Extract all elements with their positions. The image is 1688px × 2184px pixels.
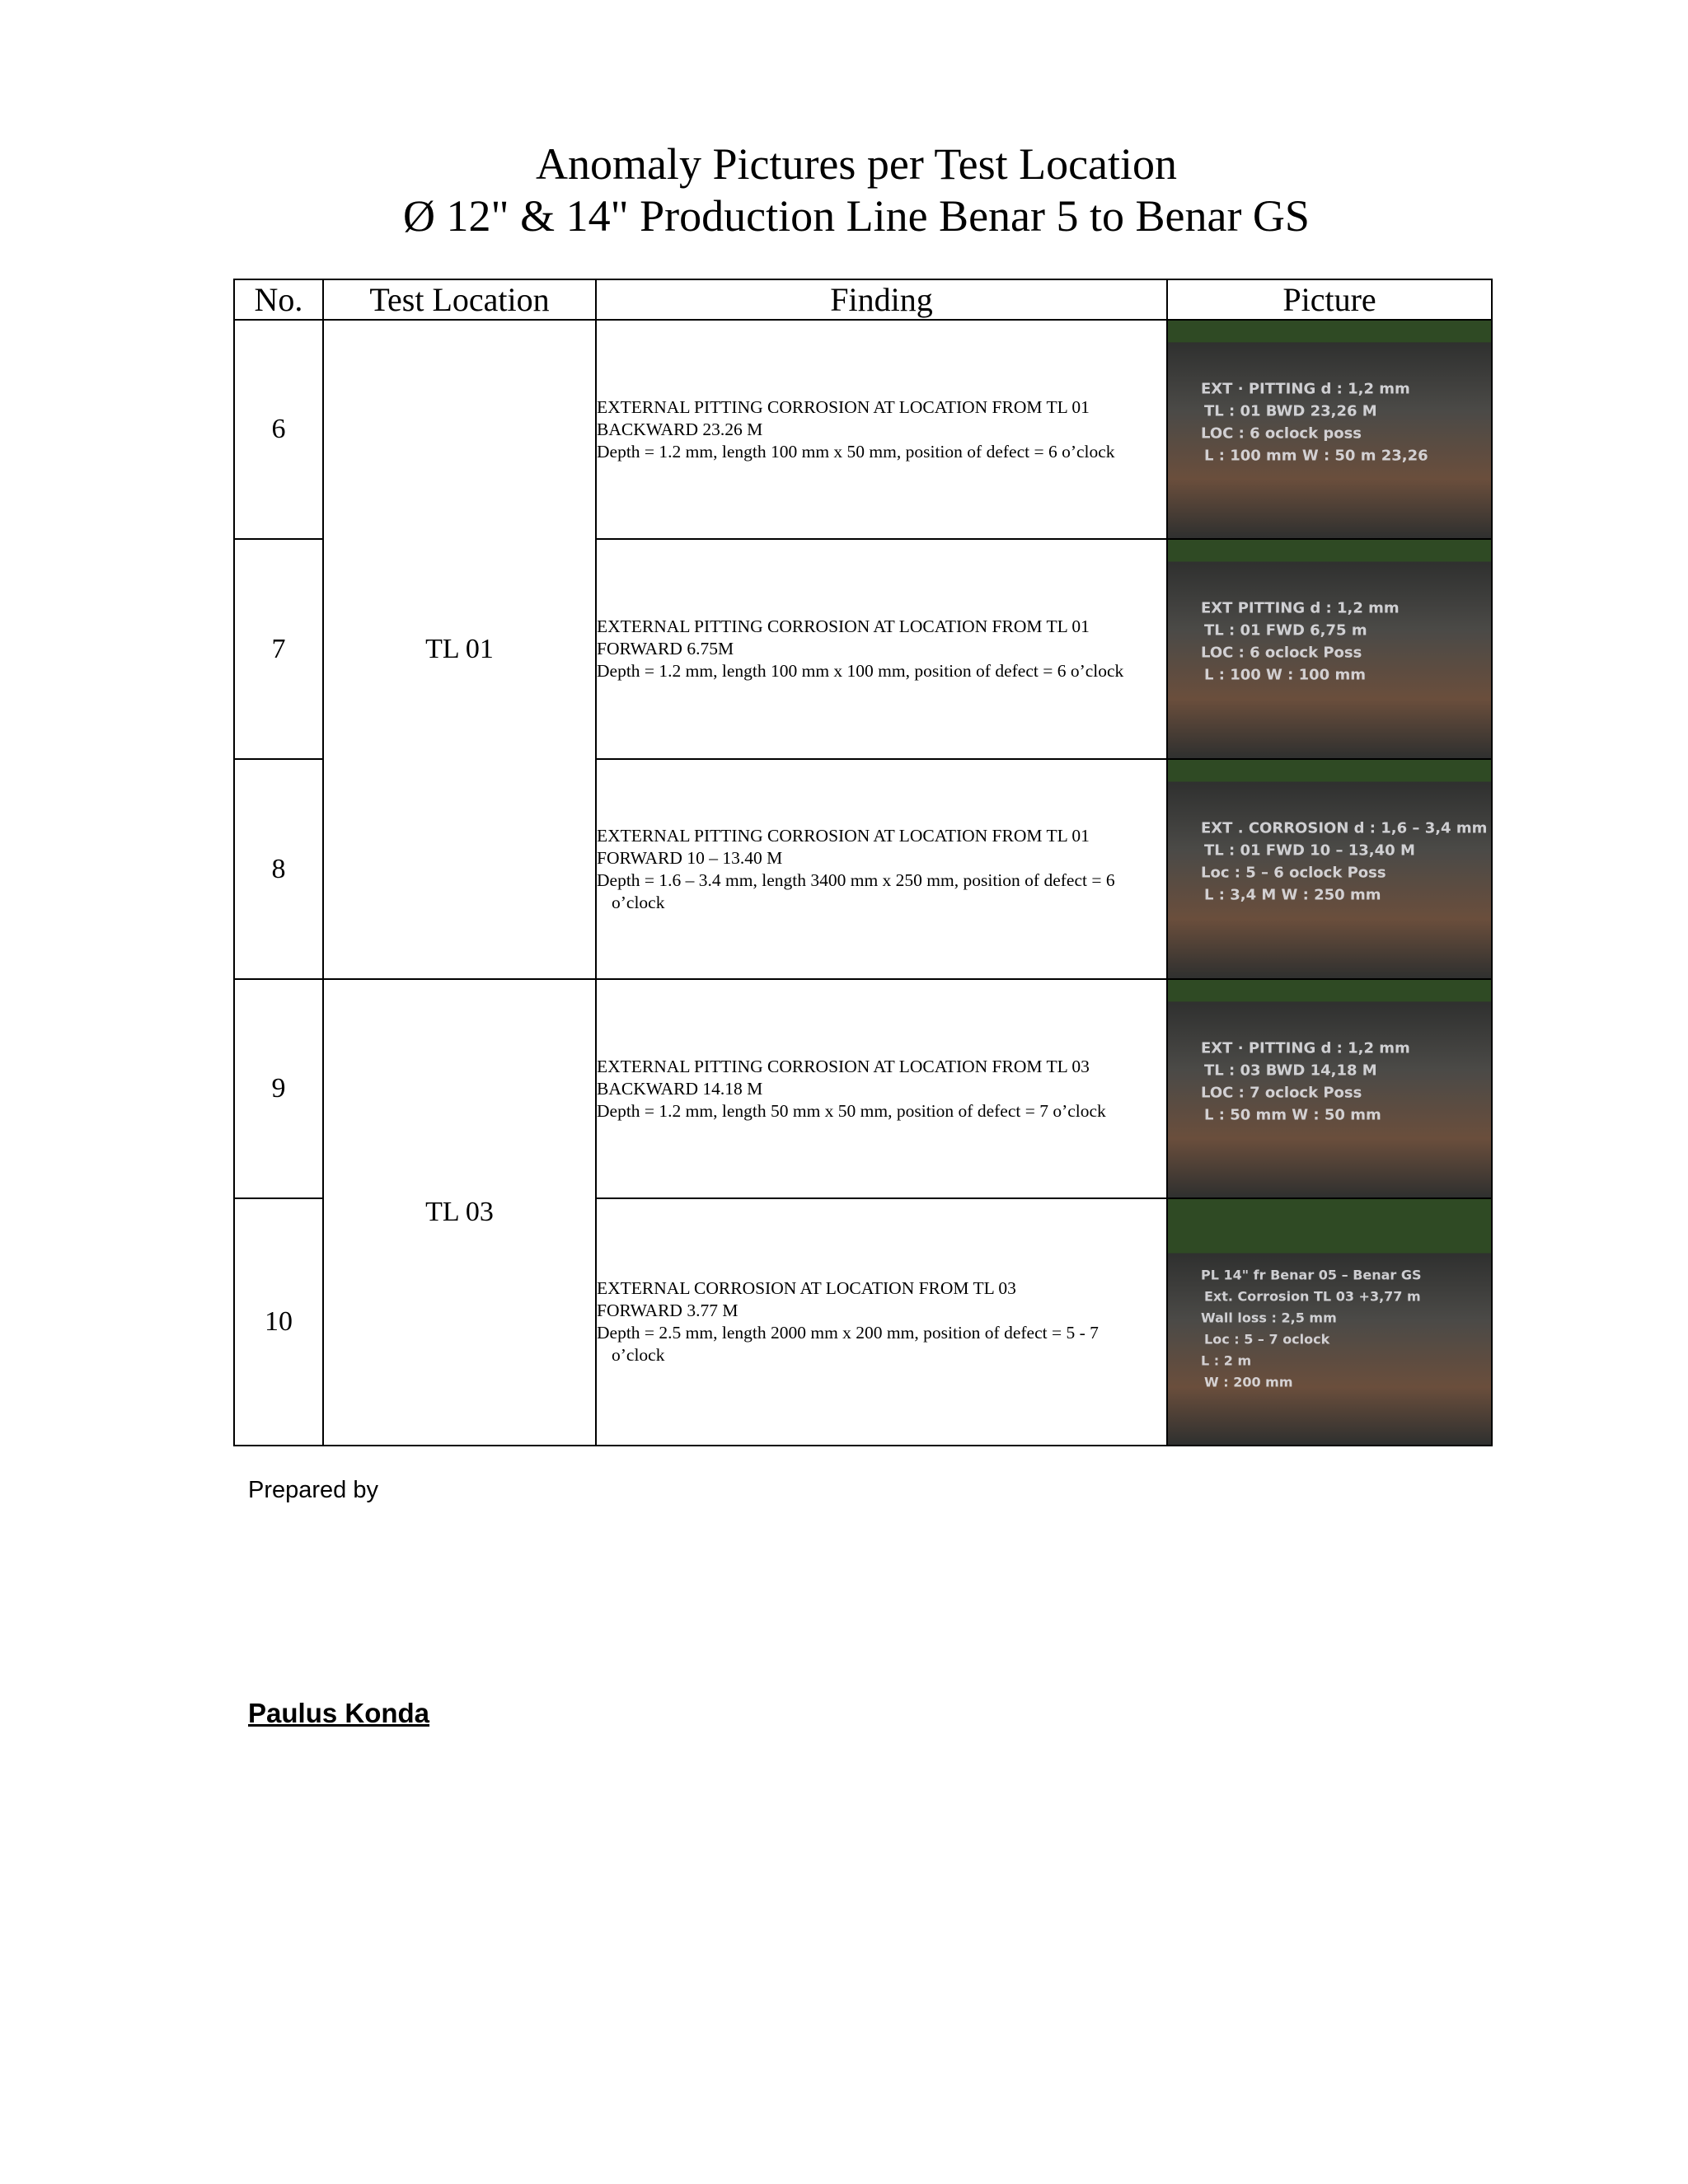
table-row [234, 320, 1492, 539]
chalk-annotation: TL : 01 BWD 23,26 M [1204, 402, 1377, 420]
finding-line: Depth = 1.2 mm, length 100 mm x 100 mm, position of defect = 6 o’clock [597, 661, 1124, 681]
finding-cell [596, 759, 1167, 979]
finding-line: BACKWARD 14.18 M [597, 1078, 763, 1099]
prepared-by-label: Prepared by [248, 1477, 378, 1503]
chalk-annotation: L : 100 mm W : 50 m 23,26 [1204, 447, 1428, 465]
picture-cell [1167, 320, 1492, 539]
finding-cell [596, 1198, 1167, 1446]
chalk-annotation: LOC : 7 oclock Poss [1201, 1084, 1362, 1102]
chalk-annotation: LOC : 6 oclock poss [1201, 424, 1362, 443]
chalk-annotation: TL : 01 FWD 6,75 m [1204, 621, 1367, 640]
pipe-photo-graphic [1168, 321, 1491, 538]
chalk-annotation: PL 14" fr Benar 05 – Benar GS [1201, 1267, 1422, 1283]
chalk-annotation: Wall loss : 2,5 mm [1201, 1310, 1337, 1326]
finding-line: BACKWARD 23.26 M [597, 419, 763, 439]
chalk-annotation: L : 2 m [1201, 1352, 1252, 1369]
finding-line: Depth = 1.2 mm, length 100 mm x 50 mm, position of defect = 6 o’clock [597, 441, 1115, 462]
document-title: Anomaly Pictures per Test Location [535, 139, 1178, 189]
finding-line: o’clock [612, 1345, 665, 1365]
finding-line: EXTERNAL PITTING CORROSION AT LOCATION FROM TL 01 [597, 396, 1090, 417]
header-test-location: Test Location [323, 279, 596, 320]
row-number: 10 [234, 1198, 323, 1446]
chalk-annotation: L : 3,4 M W : 250 mm [1204, 886, 1381, 904]
header-finding: Finding [596, 279, 1167, 320]
header-picture: Picture [1167, 279, 1492, 320]
finding-line: Depth = 1.6 – 3.4 mm, length 3400 mm x 250 mm, position of defect = 6 [597, 869, 1115, 890]
row-number: 6 [234, 320, 323, 539]
chalk-annotation: EXT · PITTING d : 1,2 mm [1201, 380, 1410, 398]
header-no: No. [234, 279, 323, 320]
pipe-photo-graphic [1168, 980, 1491, 1197]
pipe-photo-graphic [1168, 540, 1491, 758]
finding-cell [596, 979, 1167, 1198]
finding-line: EXTERNAL CORROSION AT LOCATION FROM TL 03 [597, 1278, 1016, 1298]
chalk-annotation: EXT · PITTING d : 1,2 mm [1201, 1039, 1410, 1057]
row-number: 9 [234, 979, 323, 1198]
finding-line: Depth = 1.2 mm, length 50 mm x 50 mm, position of defect = 7 o’clock [597, 1100, 1106, 1121]
finding-line: FORWARD 3.77 M [597, 1301, 738, 1320]
picture-cell [1167, 1198, 1492, 1446]
finding-line: FORWARD 10 – 13.40 M [597, 847, 783, 868]
finding-line: FORWARD 6.75M [597, 639, 734, 658]
table-header-row [234, 279, 1492, 320]
signatory-name: Paulus Konda [248, 1698, 430, 1728]
pipe-photo-graphic [1168, 1199, 1491, 1445]
chalk-annotation: Loc : 5 – 7 oclock [1204, 1331, 1330, 1347]
document-subtitle: Ø 12" & 14" Production Line Benar 5 to Benar GS [403, 191, 1310, 241]
test-location-cell: TL 03 [323, 979, 596, 1446]
pipe-defect-photo [1168, 760, 1491, 978]
chalk-annotation: Loc : 5 – 6 oclock Poss [1201, 864, 1386, 882]
pipe-defect-photo [1168, 980, 1491, 1197]
chalk-annotation: TL : 01 FWD 10 – 13,40 M [1204, 841, 1415, 860]
chalk-annotation: Ext. Corrosion TL 03 +3,77 m [1204, 1288, 1421, 1305]
picture-cell [1167, 759, 1492, 979]
finding-cell [596, 539, 1167, 759]
pipe-photo-graphic [1168, 760, 1491, 978]
chalk-annotation: TL : 03 BWD 14,18 M [1204, 1062, 1377, 1080]
chalk-annotation: EXT PITTING d : 1,2 mm [1201, 599, 1400, 617]
chalk-annotation: W : 200 mm [1204, 1374, 1293, 1390]
finding-line: Depth = 2.5 mm, length 2000 mm x 200 mm, position of defect = 5 - 7 [597, 1323, 1099, 1343]
finding-line: EXTERNAL PITTING CORROSION AT LOCATION FROM TL 01 [597, 616, 1090, 636]
chalk-annotation: L : 100 W : 100 mm [1204, 666, 1366, 684]
chalk-annotation: EXT . CORROSION d : 1,6 – 3,4 mm [1201, 819, 1488, 837]
finding-line: o’clock [612, 892, 665, 912]
chalk-annotation: LOC : 6 oclock Poss [1201, 644, 1362, 662]
finding-line: EXTERNAL PITTING CORROSION AT LOCATION FROM TL 01 [597, 825, 1090, 846]
picture-cell [1167, 979, 1492, 1198]
pipe-defect-photo [1168, 321, 1491, 538]
row-number: 8 [234, 759, 323, 979]
anomaly-table [233, 279, 1493, 1446]
row-number: 7 [234, 539, 323, 759]
chalk-annotation: L : 50 mm W : 50 mm [1204, 1106, 1381, 1124]
pipe-defect-photo [1168, 540, 1491, 758]
picture-cell [1167, 539, 1492, 759]
finding-cell [596, 320, 1167, 539]
table-row [234, 979, 1492, 1198]
pipe-defect-photo [1168, 1199, 1491, 1445]
test-location-cell: TL 01 [323, 320, 596, 979]
finding-line: EXTERNAL PITTING CORROSION AT LOCATION FROM TL 03 [597, 1056, 1090, 1076]
